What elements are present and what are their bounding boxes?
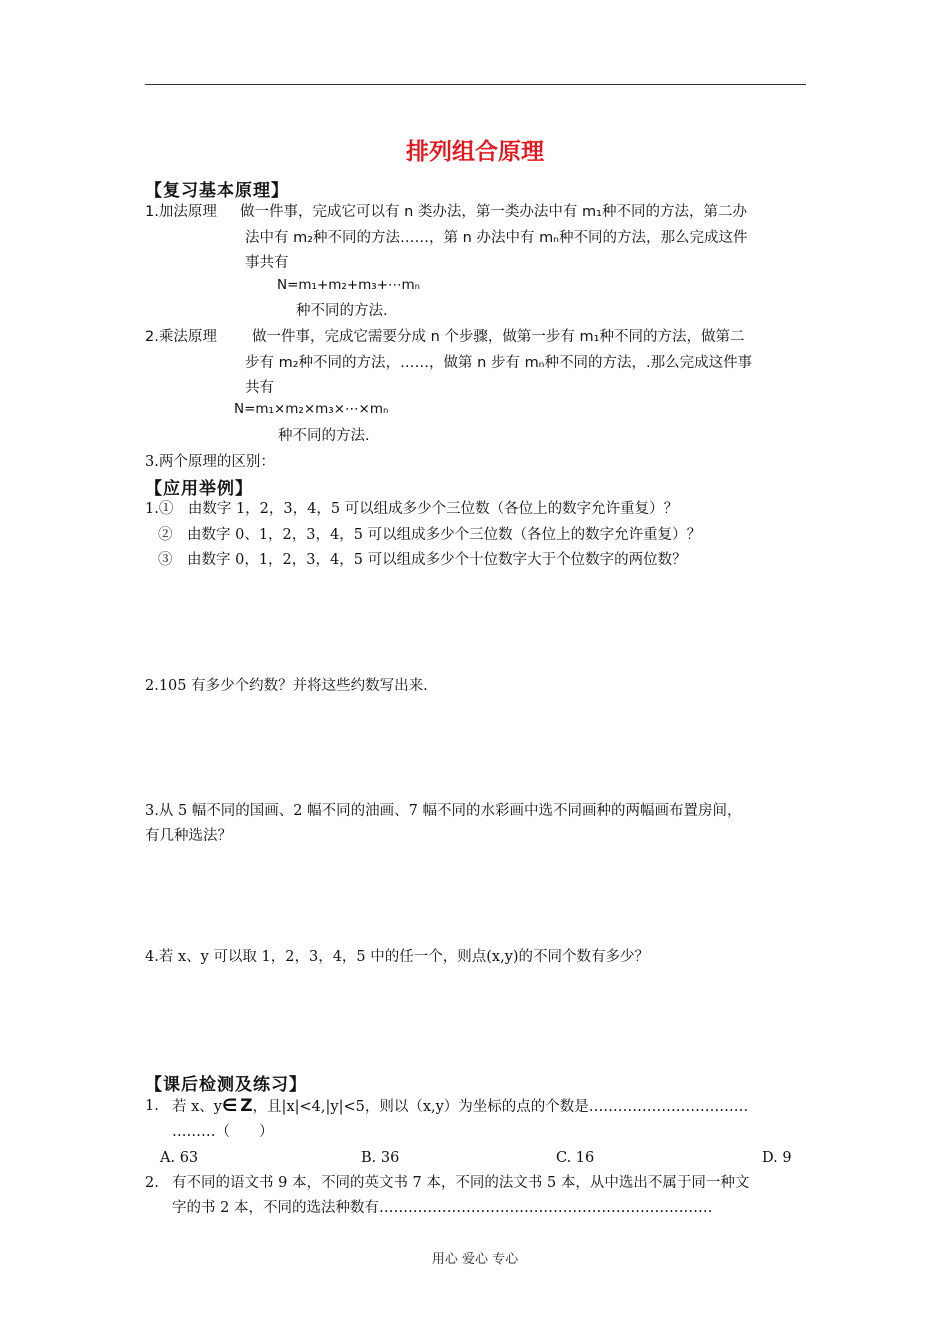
page-title: 排列组合原理	[406, 139, 544, 165]
practice-1-text-b: ，且|x|<4,|y|<5，则以（x,y）为坐标的点的个数是……………………………	[252, 1099, 749, 1115]
integer-set-symbol: Z	[240, 1096, 253, 1116]
practice-2-number: 2.	[145, 1175, 159, 1191]
practice-1-line2: ………（ ）	[172, 1124, 274, 1140]
multiplication-tail: 种不同的方法.	[278, 428, 370, 444]
practice-2-line1: 有不同的语文书 9 本，不同的英文书 7 本，不同的法文书 5 本，从中选出不属于同一种文	[172, 1175, 750, 1191]
review-heading: 【复习基本原理】	[145, 181, 289, 201]
addition-tail: 种不同的方法.	[296, 303, 388, 319]
header-rule	[145, 84, 806, 85]
element-of-symbol: ∈	[221, 1096, 238, 1116]
multiplication-principle-line2: 步有 m₂种不同的方法，……，做第 n 步有 mₙ种不同的方法，.那么完成这件事	[245, 355, 753, 371]
example-4: 4.若 x、y 可以取 1，2，3，4，5 中的任一个，则点(x,y)的不同个数有多少？	[145, 949, 650, 965]
addition-principle-line1: 做一件事，完成它可以有 n 类办法，第一类办法中有 m₁种不同的方法，第二办	[240, 204, 747, 220]
option-c: C. 16	[556, 1150, 595, 1166]
addition-principle-line2: 法中有 m₂种不同的方法……，第 n 办法中有 mₙ种不同的方法，那么完成这件	[245, 230, 748, 246]
practice-1-number: 1.	[145, 1098, 159, 1114]
practice-1-line1	[172, 1094, 748, 1120]
addition-principle-label: 1.加法原理	[145, 204, 217, 220]
page-footer: 用心 爱心 专心	[431, 1252, 519, 1267]
examples-heading: 【应用举例】	[145, 479, 253, 499]
practice-heading: 【课后检测及练习】	[145, 1075, 307, 1095]
example-1a: 1.① 由数字 1，2，3，4，5 可以组成多少个三位数（各位上的数字允许重复）？	[145, 501, 679, 517]
example-3-line1: 3.从 5 幅不同的国画、2 幅不同的油画、7 幅不同的水彩画中选不同画种的两幅画布置房间，	[145, 803, 742, 819]
option-a: A. 63	[160, 1150, 199, 1166]
practice-1-text-a: 若 x、y	[172, 1099, 222, 1115]
option-b: B. 36	[361, 1150, 400, 1166]
example-2: 2.105 有多少个约数？并将这些约数写出来.	[145, 678, 428, 694]
example-1c: ③ 由数字 0，1，2，3，4，5 可以组成多少个十位数字大于个位数字的两位数？	[158, 552, 687, 568]
multiplication-principle-line3: 共有	[245, 380, 274, 396]
addition-formula: N=m₁+m₂+m₃+⋯mₙ	[277, 277, 421, 293]
example-3-line2: 有几种选法？	[145, 828, 232, 844]
multiplication-principle-line1: 做一件事，完成它需要分成 n 个步骤，做第一步有 m₁种不同的方法，做第二	[252, 329, 745, 345]
multiplication-formula: N=m₁×m₂×m₃×⋯×mₙ	[234, 401, 389, 417]
practice-2-line2: 字的书 2 本，不同的选法种数有……………………………………………………………	[172, 1200, 713, 1216]
multiplication-principle-label: 2.乘法原理	[145, 329, 217, 345]
addition-principle-line3: 事共有	[245, 255, 289, 271]
example-1b: ② 由数字 0、1，2，3，4，5 可以组成多少个三位数（各位上的数字允许重复）？	[158, 527, 702, 543]
option-d: D. 9	[762, 1150, 792, 1166]
principle-difference: 3.两个原理的区别：	[145, 454, 275, 470]
